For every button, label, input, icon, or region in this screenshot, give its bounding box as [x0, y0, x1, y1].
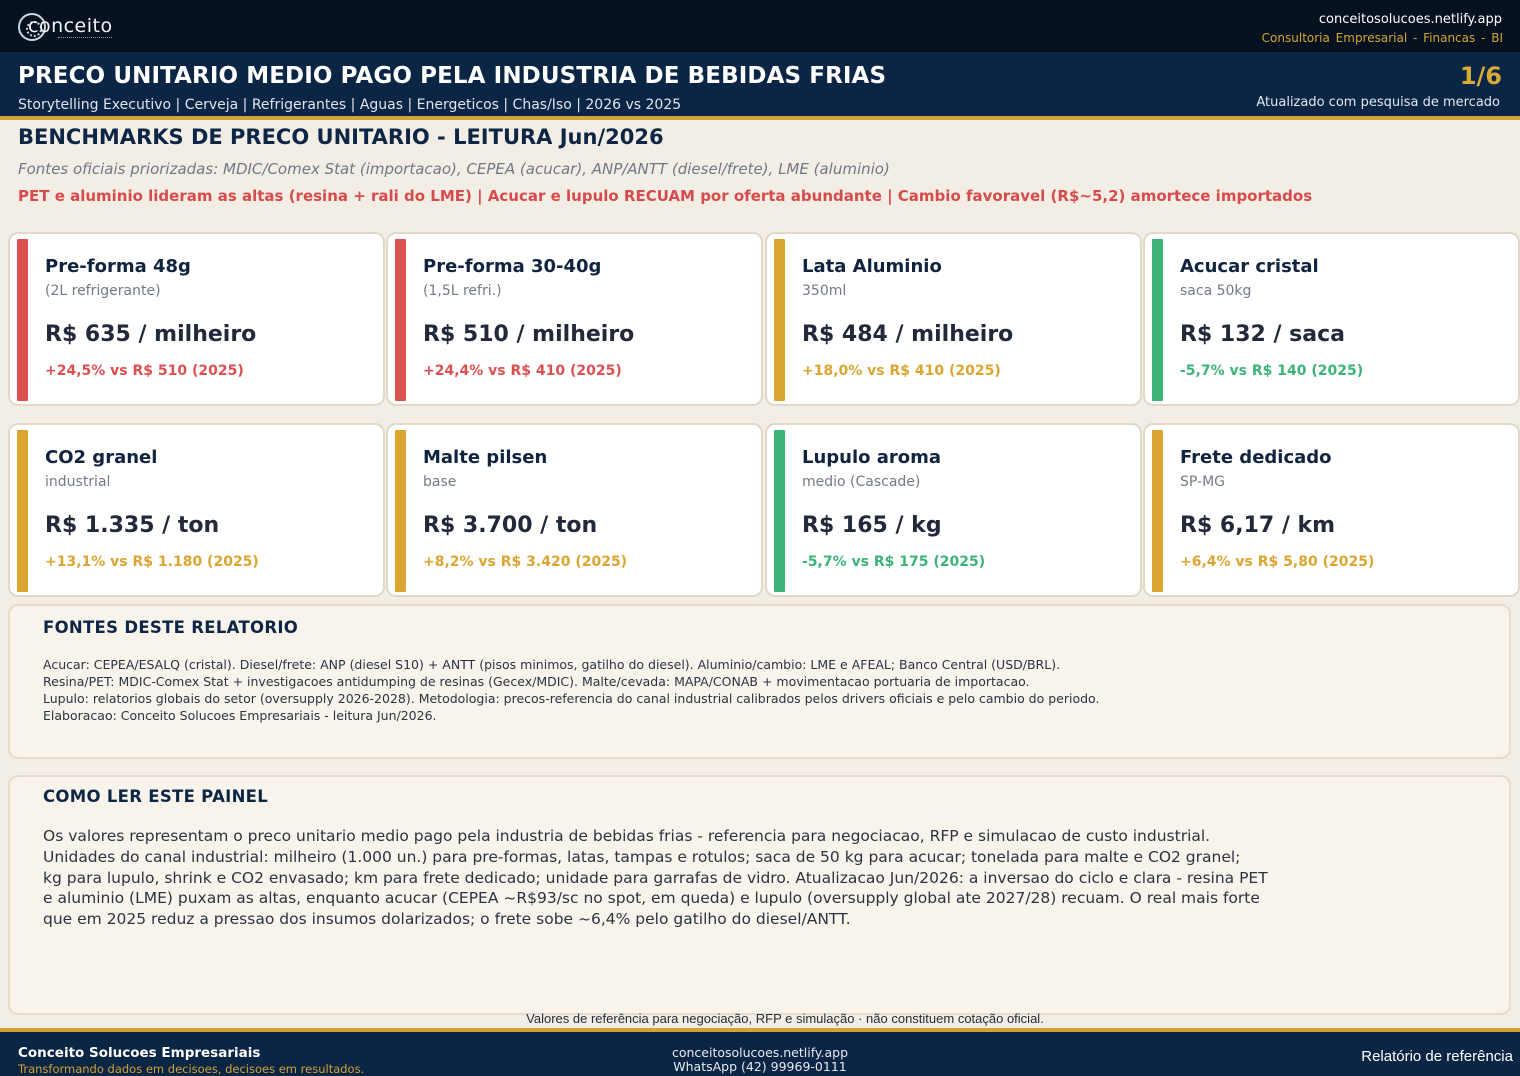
benchmark-card — [8, 423, 385, 597]
card-delta: -5,7% vs R$ 140 (2025) — [1180, 363, 1364, 379]
card-unit: medio (Cascade) — [802, 474, 921, 490]
card-name: Lata Aluminio — [802, 256, 942, 277]
card-unit: base — [423, 474, 457, 490]
footer-report-label: Relatório de referência — [1361, 1048, 1513, 1065]
status-bar — [17, 430, 28, 592]
status-bar — [395, 239, 406, 401]
how-to-read-line: Unidades do canal industrial: milheiro (1.000 un.) para pre-formas, latas, tampas e rotulos; saca de 50 kg para acucar; tonelada para malte e CO2 granel; — [43, 847, 1241, 866]
card-price: R$ 635 / milheiro — [45, 322, 257, 347]
card-price: R$ 510 / milheiro — [423, 322, 635, 347]
updated-note: Atualizado com pesquisa de mercado — [1256, 95, 1500, 110]
sources-text-line: Acucar: CEPEA/ESALQ (cristal). Diesel/frete: ANP (diesel S10) + ANTT (pisos minimos, gatilho do diesel). Aluminio/cambio: LME e AFEAL; Banco Central (USD/BRL). — [43, 657, 1061, 672]
card-name: CO2 granel — [45, 447, 158, 468]
how-to-read-line: e aluminio (LME) puxam as altas, enquanto acucar (CEPEA ~R$93/sc no spot, em queda) e lupulo (oversupply global ate 2027/28) recuam. O real mais forte — [43, 889, 1260, 908]
card-price: R$ 484 / milheiro — [802, 322, 1014, 347]
footer-whatsapp[interactable]: WhatsApp (42) 99969-0111 — [673, 1059, 847, 1074]
top-bar — [0, 0, 1520, 52]
benchmark-card — [386, 423, 763, 597]
card-delta: +24,4% vs R$ 410 (2025) — [423, 363, 622, 379]
card-name: Pre-forma 30-40g — [423, 256, 602, 277]
status-bar — [774, 239, 785, 401]
card-unit: (2L refrigerante) — [45, 283, 161, 299]
how-to-read-title: COMO LER ESTE PAINEL — [43, 787, 269, 806]
card-price: R$ 132 / saca — [1180, 322, 1346, 347]
card-name: Malte pilsen — [423, 447, 548, 468]
status-bar — [1152, 239, 1163, 401]
benchmark-card — [386, 232, 763, 406]
benchmark-card — [765, 423, 1142, 597]
card-unit: 350ml — [802, 283, 847, 299]
card-price: R$ 6,17 / km — [1180, 513, 1336, 538]
card-delta: +6,4% vs R$ 5,80 (2025) — [1180, 554, 1375, 570]
how-to-read-panel — [8, 775, 1511, 1015]
page-title: PRECO UNITARIO MEDIO PAGO PELA INDUSTRIA DE BEBIDAS FRIAS — [18, 63, 887, 89]
sources-panel-title: FONTES DESTE RELATORIO — [43, 618, 299, 637]
card-delta: +13,1% vs R$ 1.180 (2025) — [45, 554, 259, 570]
status-bar — [395, 430, 406, 592]
footer-contact — [610, 1046, 910, 1074]
sources-text-line: Lupulo: relatorios globais do setor (oversupply 2026-2028). Metodologia: precos-referencia do canal industrial calibrados pelos drivers oficiais e pelo cambio do periodo. — [43, 691, 1100, 706]
card-unit: saca 50kg — [1180, 283, 1252, 299]
services-line: Consultoria Empresarial - Financas - BI — [1261, 31, 1503, 45]
logo-tagline-mark — [58, 37, 112, 39]
status-bar — [17, 239, 28, 401]
card-delta: +18,0% vs R$ 410 (2025) — [802, 363, 1001, 379]
sources-panel — [8, 604, 1511, 759]
benchmark-card — [8, 232, 385, 406]
page-subtitle: Storytelling Executivo | Cerveja | Refrigerantes | Aguas | Energeticos | Chas/Iso | 2026 vs 2025 — [18, 97, 682, 113]
report-header — [0, 52, 1520, 120]
logo-text: conceito — [28, 15, 113, 37]
disclaimer: Valores de referência para negociação, RFP e simulação · não constituem cotação oficial. — [526, 1011, 1044, 1026]
benchmark-card — [765, 232, 1142, 406]
sources-line: Fontes oficiais priorizadas: MDIC/Comex Stat (importacao), CEPEA (acucar), ANP/ANTT (diesel/frete), LME (aluminio) — [18, 160, 890, 178]
highlight-line: PET e aluminio lideram as altas (resina + rali do LME) | Acucar e lupulo RECUAM por oferta abundante | Cambio favoravel (R$~5,2) amortece importados — [18, 187, 1313, 205]
sources-panel-body — [43, 656, 1099, 724]
footer — [0, 1028, 1520, 1076]
card-name: Pre-forma 48g — [45, 256, 191, 277]
card-unit: SP-MG — [1180, 474, 1226, 490]
card-delta: +24,5% vs R$ 510 (2025) — [45, 363, 244, 379]
footer-slogan: Transformando dados em decisoes, decisoes em resultados. — [18, 1062, 365, 1076]
card-price: R$ 1.335 / ton — [45, 513, 220, 538]
footer-site-link[interactable]: conceitosolucoes.netlify.app — [671, 1045, 849, 1060]
how-to-read-body — [43, 826, 1268, 930]
how-to-read-line: kg para lupulo, shrink e CO2 envasado; km para frete dedicado; unidade para garrafas de vidro. Atualizacao Jun/2026: a inversao do ciclo e clara - resina PET — [43, 868, 1268, 887]
section-title: BENCHMARKS DE PRECO UNITARIO - LEITURA Jun/2026 — [18, 125, 664, 149]
card-name: Lupulo aroma — [802, 447, 942, 468]
page-indicator: 1/6 — [1459, 62, 1502, 90]
card-price: R$ 3.700 / ton — [423, 513, 598, 538]
card-name: Frete dedicado — [1180, 447, 1332, 468]
how-to-read-line: Os valores representam o preco unitario medio pago pela industria de bebidas frias - referencia para negociacao, RFP e simulacao de custo industrial. — [43, 827, 1211, 845]
card-delta: -5,7% vs R$ 175 (2025) — [802, 554, 986, 570]
card-unit: industrial — [45, 474, 111, 490]
how-to-read-line: que em 2025 reduz a pressao dos insumos dolarizados; o frete sobe ~6,4% pelo gatilho do diesel/ANTT. — [43, 910, 851, 929]
conceito-logo[interactable] — [18, 10, 113, 44]
sources-text-line: Elaboracao: Conceito Solucoes Empresariais - leitura Jun/2026. — [43, 708, 437, 723]
benchmark-card — [1143, 232, 1520, 406]
status-bar — [1152, 430, 1163, 592]
card-name: Acucar cristal — [1180, 256, 1319, 277]
site-url[interactable]: conceitosolucoes.netlify.app — [1318, 12, 1502, 27]
card-delta: +8,2% vs R$ 3.420 (2025) — [423, 554, 628, 570]
benchmark-card — [1143, 423, 1520, 597]
card-unit: (1,5L refri.) — [423, 283, 502, 299]
card-price: R$ 165 / kg — [802, 513, 942, 538]
footer-company: Conceito Solucoes Empresariais — [18, 1045, 261, 1061]
status-bar — [774, 430, 785, 592]
sources-text-line: Resina/PET: MDIC-Comex Stat + investigacoes antidumping de resinas (Gecex/MDIC). Malte/cevada: MAPA/CONAB + movimentacao portuaria de importacao. — [43, 674, 1030, 689]
